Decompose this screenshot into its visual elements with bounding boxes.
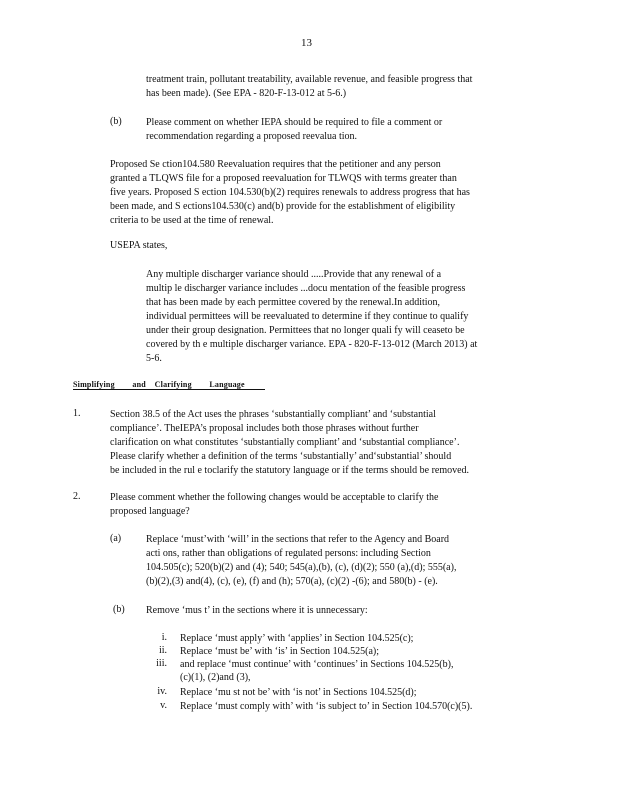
sub-b-label: (b) [113, 604, 125, 615]
text-line: be included in the rul e toclarify the statutory language or if the terms should be removed. [110, 465, 470, 476]
text-line: has been made). (See EPA - 820-F-13-012 at 5-6.) [146, 88, 347, 99]
text-line: under their group designation. Permittees that no longer quali fy will ceaseto be [146, 325, 465, 336]
roman-item-text: Replace ‘must apply’ with ‘applies’ in Section 104.525(c); [180, 633, 414, 644]
sub-a-label: (a) [110, 533, 122, 544]
usepa-states: USEPA states, [110, 240, 168, 251]
item-2-text [110, 491, 439, 519]
text-line: clarification on what constitutes ‘substantially compliant’ and ‘substantial compliance’. [110, 437, 460, 448]
text-line: Replace ‘must’with ‘will’ in the sections that refer to the Agency and Board [146, 534, 450, 545]
text-line: Any multiple discharger variance should .....Provide that any renewal of a [146, 269, 442, 280]
roman-item-text: and replace ‘must continue’ with ‘continues’ in Sections 104.525(b), [180, 659, 454, 670]
text-line: Please clarify whether a definition of the terms ‘substantially’ and‘substantial’ should [110, 451, 452, 462]
text-line: acti ons, rather than obligations of regulated persons: including Section [146, 548, 431, 559]
roman-item-text: Replace ‘must be’ with ‘is’ in Section 104.525(a); [180, 646, 380, 657]
item-b-label: (b) [110, 116, 122, 127]
paragraph-reevaluation [110, 158, 470, 228]
section-heading: Simplifying and Clarifying Language [73, 380, 265, 390]
text-line: treatment train, pollutant treatability, available revenue, and feasible progress that [146, 74, 473, 85]
sub-a-text [146, 533, 456, 589]
text-line: individual permittees will be reevaluated to determine if they continue to qualify [146, 311, 469, 322]
block-quote [146, 268, 477, 366]
text-line: 104.505(c); 520(b)(2) and (4); 540; 545(a),(b), (c), (d)(2); 550 (a),(d); 555(a), [146, 562, 457, 573]
item-1-text [110, 408, 469, 478]
text-line: criteria to be used at the time of renewal. [110, 215, 274, 226]
text-line: proposed language? [110, 506, 190, 517]
text-line: multip le discharger variance includes ...docu mentation of the feasible progress [146, 283, 466, 294]
text-line: 5-6. [146, 353, 162, 364]
text-line: Section 38.5 of the Act uses the phrases ‘substantially compliant’ and ‘substantial [110, 409, 436, 420]
text-line: granted a TLQWS file for a proposed reevaluation for TLWQS with terms greater than [110, 173, 457, 184]
roman-item-text: Replace ‘must comply with’ with ‘is subject to’ in Section 104.570(c)(5). [180, 701, 473, 712]
roman-num: v. [160, 700, 167, 711]
text-line: Please comment whether the following changes would be acceptable to clarify the [110, 492, 439, 503]
text-line: compliance’. TheIEPA’s proposal includes both those phrases without further [110, 423, 419, 434]
item-2-label: 2. [73, 491, 81, 502]
item-1-label: 1. [73, 408, 81, 419]
text-line: been made, and S ections104.530(c) and(b) provide for the establishment of eligibility [110, 201, 456, 212]
roman-num: iv. [157, 686, 167, 697]
text-line: (b)(2),(3) and(4), (c), (e), (f) and (h); 570(a), (c)(2) -(6); and 580(b) - (e). [146, 576, 438, 587]
text-line: covered by th e multiple discharger variance. EPA - 820-F-13-012 (March 2013) at [146, 339, 478, 350]
text-line: that has been made by each permittee covered by the renewal.In addition, [146, 297, 441, 308]
page-number: 13 [301, 37, 312, 49]
text-line: Please comment on whether IEPA should be required to file a comment or [146, 117, 443, 128]
roman-num: iii. [156, 658, 167, 669]
item-b-text [146, 116, 442, 144]
roman-item-text: Replace ‘mu st not be’ with ‘is not’ in Sections 104.525(d); [180, 687, 417, 698]
roman-num: i. [161, 632, 167, 643]
text-line: Proposed Se ction104.580 Reevaluation requires that the petitioner and any person [110, 159, 441, 170]
roman-num: ii. [158, 645, 167, 656]
text-line: five years. Proposed S ection 104.530(b)(2) requires renewals to address progress that has [110, 187, 470, 198]
top-block [146, 73, 472, 101]
text-line: recommendation regarding a proposed reevalua tion. [146, 131, 358, 142]
roman-item-text: (c)(1), (2)and (3), [180, 672, 251, 683]
sub-b-text: Remove ‘mus t’ in the sections where it is unnecessary: [146, 605, 368, 616]
